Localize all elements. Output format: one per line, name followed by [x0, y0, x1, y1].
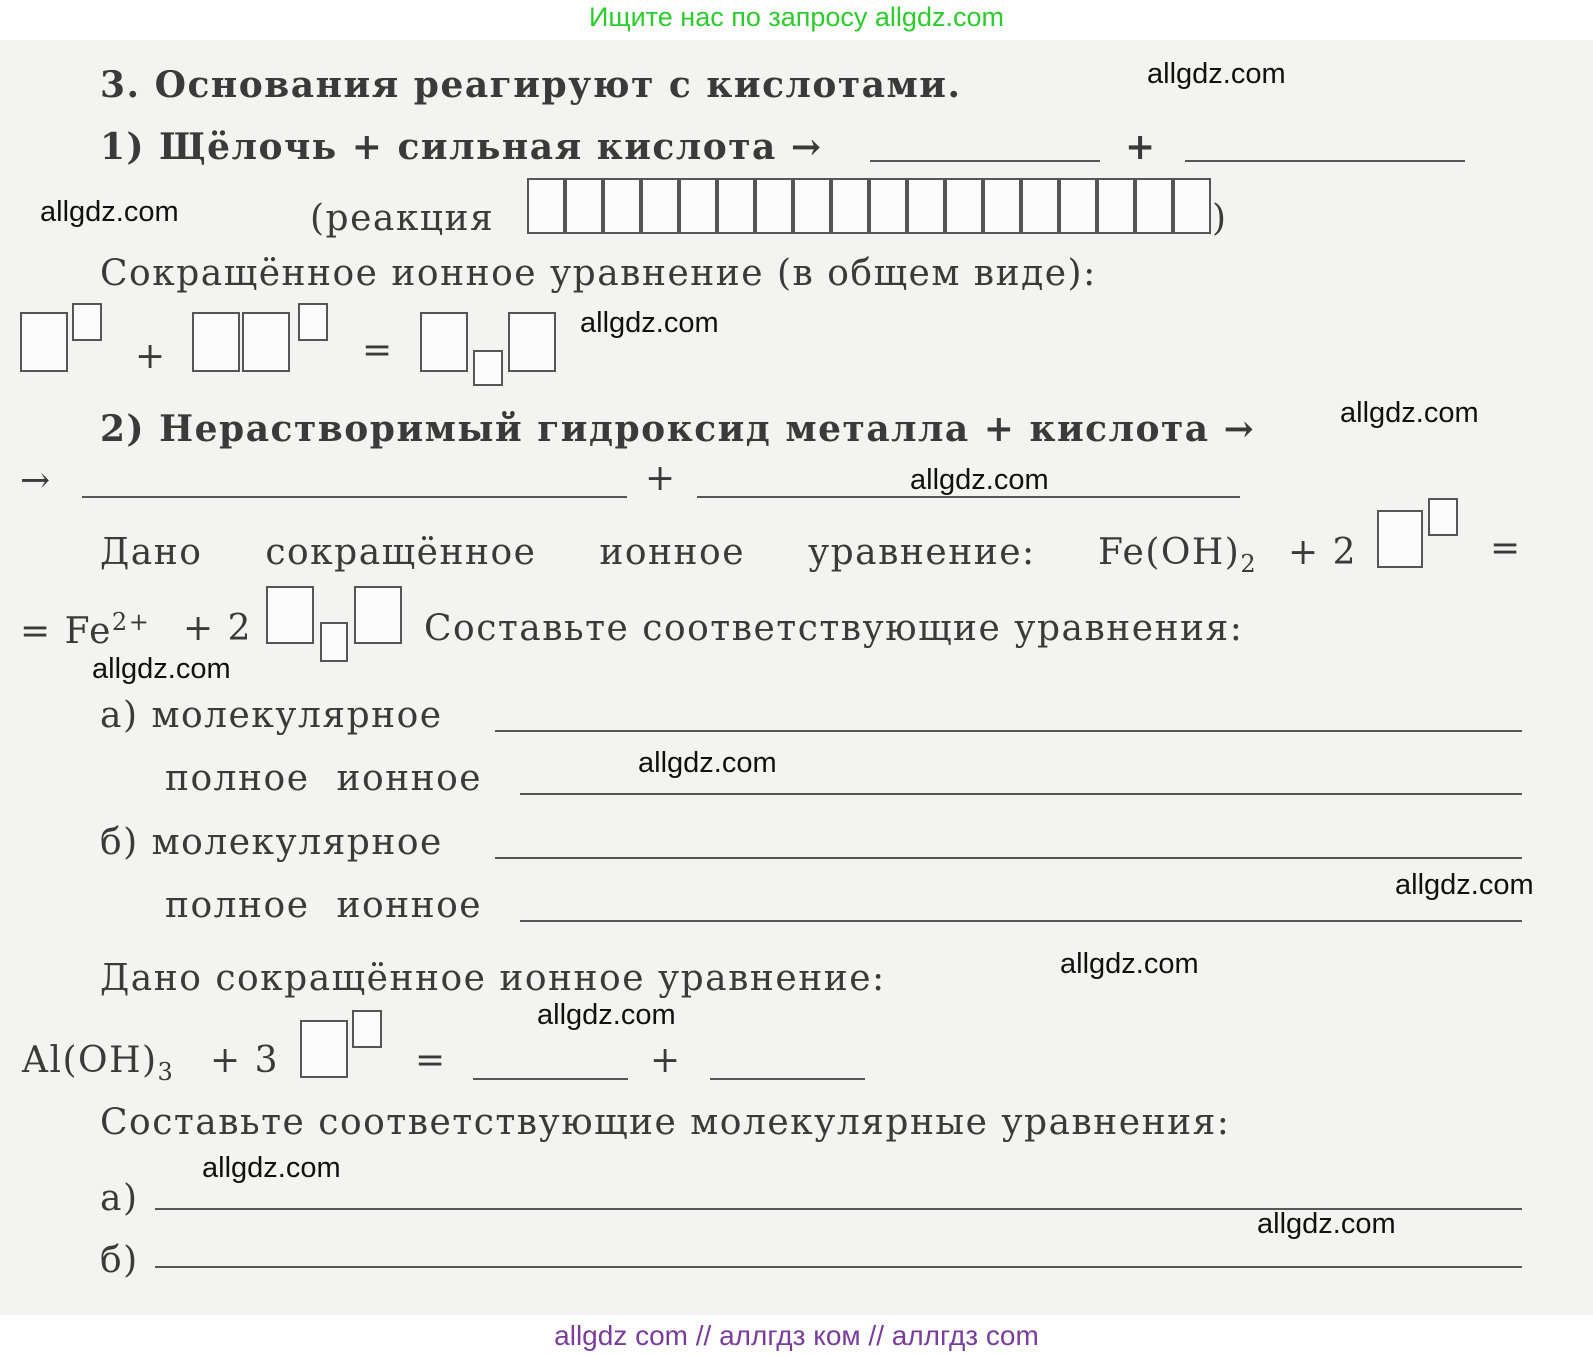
- al-oh-sub: 3: [157, 1058, 175, 1087]
- plus-two: + 2: [1288, 532, 1358, 573]
- answer-line[interactable]: [520, 793, 1522, 795]
- charge-box[interactable]: [298, 303, 328, 341]
- equals-sign: =: [415, 1040, 447, 1081]
- b-label: б): [100, 1240, 139, 1281]
- fe-oh-formula: [1098, 532, 1257, 578]
- letter-box[interactable]: [907, 178, 945, 234]
- ion-box[interactable]: [192, 312, 240, 372]
- item-1-text: 1) Щёлочь + сильная кислота →: [100, 126, 823, 168]
- answer-line[interactable]: [520, 920, 1522, 922]
- ion-box[interactable]: [354, 586, 402, 644]
- watermark: allgdz.com: [537, 999, 676, 1031]
- equals-sign: =: [1490, 528, 1522, 569]
- charge-box[interactable]: [72, 303, 102, 341]
- ion-box[interactable]: [20, 312, 68, 372]
- fe-ion-main: = Fe: [20, 611, 112, 652]
- b-molecular-label: б) молекулярное: [100, 822, 443, 863]
- task-heading: 3. Основания реагируют с кислотами.: [100, 64, 962, 106]
- answer-line[interactable]: [495, 730, 1522, 732]
- letter-box[interactable]: [1059, 178, 1097, 234]
- watermark: allgdz.com: [1340, 397, 1479, 429]
- letter-box[interactable]: [1135, 178, 1173, 234]
- plus-sign: +: [650, 1040, 682, 1081]
- answer-line[interactable]: [82, 496, 627, 498]
- answer-line[interactable]: [473, 1078, 628, 1080]
- ion-box[interactable]: [242, 312, 290, 372]
- top-banner[interactable]: Ищите нас по запросу allgdz.com: [589, 2, 1004, 32]
- index-box[interactable]: [473, 350, 503, 386]
- letter-box[interactable]: [527, 178, 565, 234]
- full-ionic-label: полное ионное: [165, 758, 483, 799]
- plus-two: + 2: [183, 608, 253, 649]
- ion-box[interactable]: [300, 1020, 348, 1078]
- watermark: allgdz.com: [202, 1152, 341, 1184]
- watermark: allgdz.com: [1147, 58, 1286, 90]
- letter-box[interactable]: [1097, 178, 1135, 234]
- arrow-sign: →: [20, 460, 52, 501]
- letter-box[interactable]: [679, 178, 717, 234]
- watermark: allgdz.com: [638, 747, 777, 779]
- watermark: allgdz.com: [1257, 1208, 1396, 1240]
- bottom-banner[interactable]: allgdz com // аллгдз ком // аллгдз com: [554, 1320, 1039, 1351]
- al-oh-formula: [22, 1040, 174, 1086]
- letter-box[interactable]: [755, 178, 793, 234]
- answer-line[interactable]: [155, 1266, 1522, 1268]
- fe-ion: [20, 608, 150, 652]
- watermark: allgdz.com: [92, 653, 231, 685]
- item-2-text: 2) Нерастворимый гидроксид металла + кислота →: [100, 408, 1256, 450]
- letter-box[interactable]: [793, 178, 831, 234]
- fe-charge: 2+: [111, 608, 151, 636]
- letter-box[interactable]: [831, 178, 869, 234]
- index-box[interactable]: [320, 622, 348, 662]
- plus-sign: +: [1125, 126, 1157, 168]
- plus-sign: +: [135, 336, 167, 377]
- full-ionic-label: полное ионное: [165, 885, 483, 926]
- letter-box[interactable]: [565, 178, 603, 234]
- letter-box[interactable]: [983, 178, 1021, 234]
- ion-box[interactable]: [508, 312, 556, 372]
- watermark: allgdz.com: [910, 464, 1049, 496]
- answer-line[interactable]: [870, 160, 1100, 162]
- watermark: allgdz.com: [580, 307, 719, 339]
- watermark: allgdz.com: [40, 196, 179, 228]
- equals-sign: =: [362, 330, 394, 371]
- ion-box[interactable]: [1377, 510, 1423, 568]
- fe-oh-sub: 2: [1240, 550, 1258, 579]
- answer-line[interactable]: [1185, 160, 1465, 162]
- letter-box[interactable]: [603, 178, 641, 234]
- a-label: а): [100, 1178, 139, 1219]
- charge-box[interactable]: [1428, 498, 1458, 536]
- plus-sign: +: [645, 458, 677, 499]
- reaction-label: (реакция: [310, 198, 495, 239]
- compose-label: Составьте соответствующие уравнения:: [424, 608, 1244, 649]
- compose-molecular-label: Составьте соответствующие молекулярные уравнения:: [100, 1102, 1231, 1143]
- al-oh-main: Al(OH): [22, 1040, 158, 1081]
- ion-box[interactable]: [266, 586, 314, 644]
- letter-box[interactable]: [1021, 178, 1059, 234]
- answer-line[interactable]: [710, 1078, 865, 1080]
- watermark: allgdz.com: [1060, 948, 1199, 980]
- answer-line[interactable]: [495, 857, 1522, 859]
- a-molecular-label: а) молекулярное: [100, 695, 443, 736]
- ionic-general-label: Сокращённое ионное уравнение (в общем виде):: [100, 253, 1097, 294]
- given-ionic-label: Дано сокращённое ионное уравнение:: [100, 532, 1036, 573]
- watermark: allgdz.com: [1395, 869, 1534, 901]
- plus-three: + 3: [210, 1040, 280, 1081]
- letter-box[interactable]: [717, 178, 755, 234]
- letter-box[interactable]: [869, 178, 907, 234]
- ion-box[interactable]: [420, 312, 468, 372]
- fe-oh-main: Fe(OH): [1098, 532, 1241, 573]
- letter-box[interactable]: [641, 178, 679, 234]
- given-ionic-label-2: Дано сокращённое ионное уравнение:: [100, 958, 886, 999]
- letter-box[interactable]: [1173, 178, 1211, 234]
- close-paren: ): [1212, 198, 1228, 239]
- letter-box[interactable]: [945, 178, 983, 234]
- charge-box[interactable]: [352, 1010, 382, 1048]
